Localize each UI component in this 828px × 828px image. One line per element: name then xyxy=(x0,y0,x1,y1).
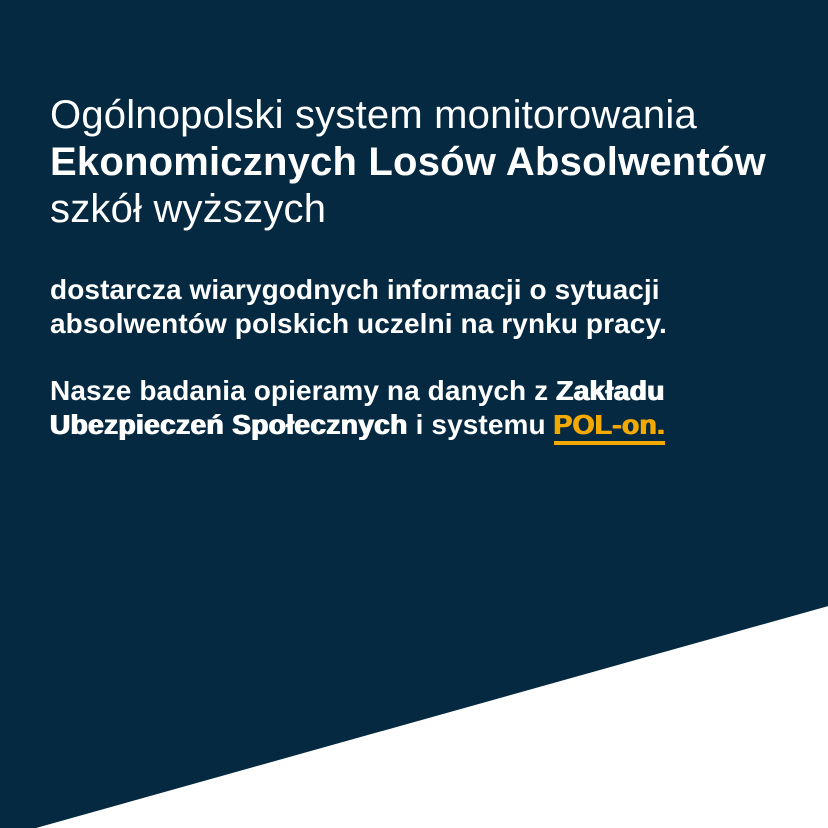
intro-paragraph xyxy=(50,273,788,341)
data-sources-line-2-prefix: z xyxy=(534,375,557,406)
intro-paragraph-line-1: dostarcza wiarygodnych informacji o sytuacji xyxy=(50,274,660,305)
title-line-1: Ogólnopolski system monitorowania xyxy=(50,93,697,137)
data-sources-line-3 xyxy=(416,409,666,445)
title-line-3: szkół wyższych xyxy=(50,187,327,231)
data-sources-line-1: Nasze badania opieramy na danych xyxy=(50,375,527,406)
intro-paragraph-line-2: absolwentów polskich uczelni na rynku pracy. xyxy=(50,308,667,339)
pol-on-link[interactable]: POL-on. xyxy=(554,409,666,445)
page-title xyxy=(50,92,788,233)
title-line-2-bold: Ekonomicznych Losów Absolwentów xyxy=(50,140,766,184)
data-sources-paragraph xyxy=(50,374,788,442)
zus-name: Zakładu Ubezpieczeń Społecznych xyxy=(50,375,665,440)
data-sources-line-3-prefix: i systemu xyxy=(415,409,554,440)
